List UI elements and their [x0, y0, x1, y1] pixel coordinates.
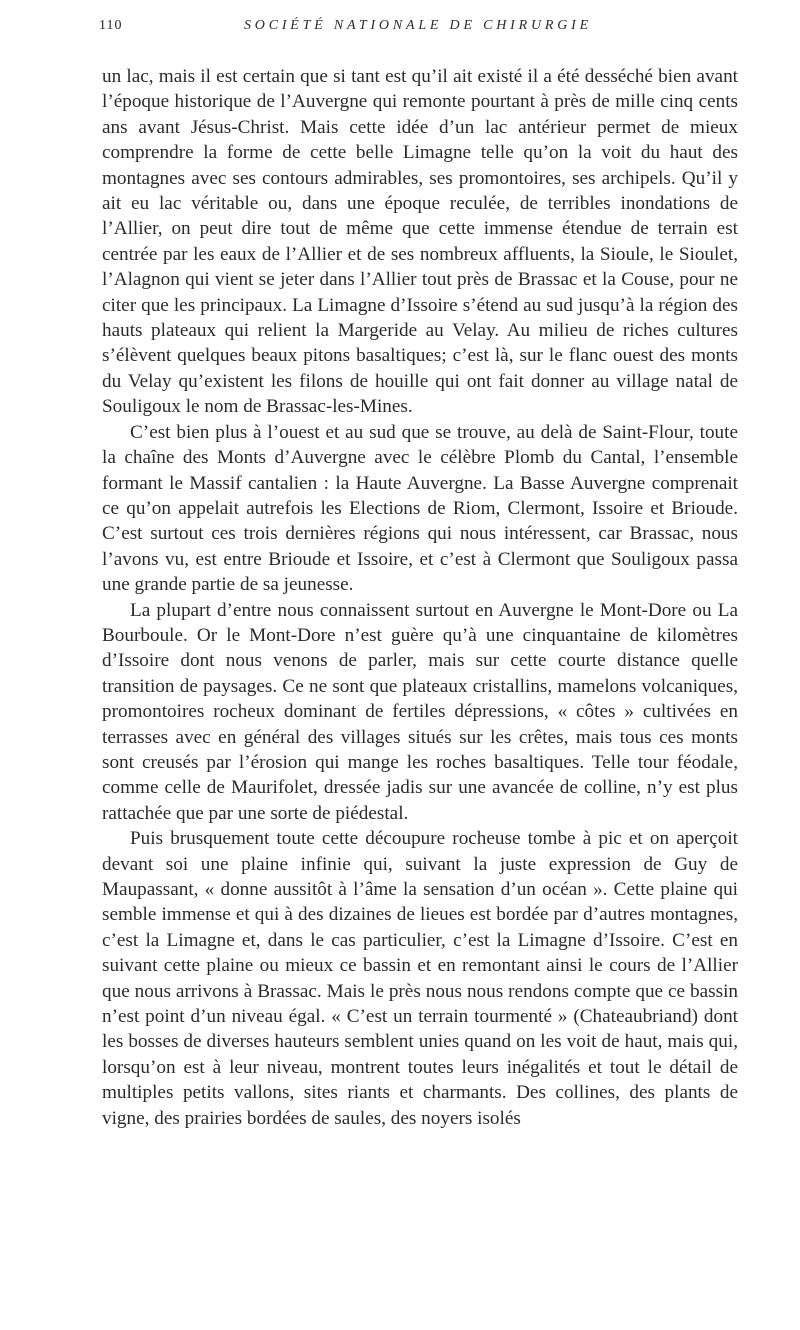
paragraph-1: un lac, mais il est certain que si tant est qu’il ait existé il a été desséché bien avant l’époque historique de l’Auvergne qui remonte pourtant à près de mille cinq cents ans avant Jésus-Christ. Mais cette idée d’un lac antérieur permet de mieux comprendre la forme de cette belle Limagne telle qu’on la voit du haut des montagnes avec ses contours admirables, ses promontoires, ses archipels. Qu’il y ait eu lac véritable ou, dans une époque reculée, de terribles inondations de l’Allier, on peut dire tout de même que cette immense étendue de terrain est centrée par les eaux de l’Allier et de ses nombreux affluents, la Sioule, le Sioulet, l’Alagnon qui vient se jeter dans l’Allier tout près de Brassac et la Couse, pour ne citer que les principaux. La Limagne d’Issoire s’étend au sud jusqu’à la région des hauts plateaux qui relient la Margeride au Velay. Au milieu de riches cultures s’élèvent quelques beaux pitons basaltiques; c’est là, sur le flanc ouest des monts du Velay qu’existent les filons de houille qui ont fait donner au village natal de Souligoux le nom de Brassac-les-Mines.	[102, 66, 738, 418]
paragraph-3: La plupart d’entre nous connaissent surtout en Auvergne le Mont-Dore ou La Bourboule. Or le Mont-Dore n’est guère qu’à une cinquantaine de kilomètres d’Issoire dont nous venons de parler, mais sur cette courte distance quelle transition de paysages. Ce ne sont que plateaux cristallins, mamelons volcaniques, promontoires rocheux dominant de fertiles dépressions, « côtes » cultivées en terrasses avec en général des villages situés sur les crêtes, mais tous ces monts sont creusés par l’érosion qui mange les roches basaltiques. Telle tour féodale, comme celle de Maurifolet, dressée jadis sur une avancée de colline, n’y est plus rattachée que par une sorte de piédestal.	[102, 599, 738, 824]
paragraph-2: C’est bien plus à l’ouest et au sud que se trouve, au delà de Saint-Flour, toute la chaîne des Monts d’Auvergne avec le célèbre Plomb du Cantal, l’ensemble formant le Massif cantalien : la Haute Auvergne. La Basse Auvergne comprenait ce qu’on appelait autrefois les Elections de Riom, Clermont, Issoire et Brioude. C’est surtout ces trois dernières régions qui nous intéressent, car Brassac, nous l’avons vu, est entre Brioude et Issoire, et c’est à Clermont que Souligoux passa une grande partie de sa jeunesse.	[102, 421, 738, 596]
running-title: SOCIÉTÉ NATIONALE DE CHIRURGIE	[244, 18, 592, 33]
page-number: 110	[99, 18, 123, 33]
running-header	[99, 18, 760, 42]
paragraph-4: Puis brusquement toute cette découpure rocheuse tombe à pic et on aperçoit devant soi une plaine infinie qui, suivant la juste expression de Guy de Maupassant, « donne aussitôt à l’âme la sensation d’un océan ». Cette plaine qui semble immense et qui à des dizaines de lieues est bordée par d’autres montagnes, c’est la Limagne et, dans le cas particulier, c’est la Limagne d’Issoire. C’est en suivant cette plaine ou mieux ce bassin et en remontant ainsi le cours de l’Allier que nous arrivons à Brassac. Mais le près nous nous rendons compte que ce bassin n’est point d’un niveau égal. « C’est un terrain tourmenté » (Chateaubriand) dont les bosses de diverses hauteurs semblent unies quand on les voit de haut, mais qui, lorsqu’on est à leur niveau, montrent toutes leurs inégalités et tout le détail de multiples petits vallons, sites riants et charmants. Des collines, des plants de vigne, des prairies bordées de saules, des noyers isolés	[102, 828, 738, 1129]
body-text	[102, 64, 738, 1131]
